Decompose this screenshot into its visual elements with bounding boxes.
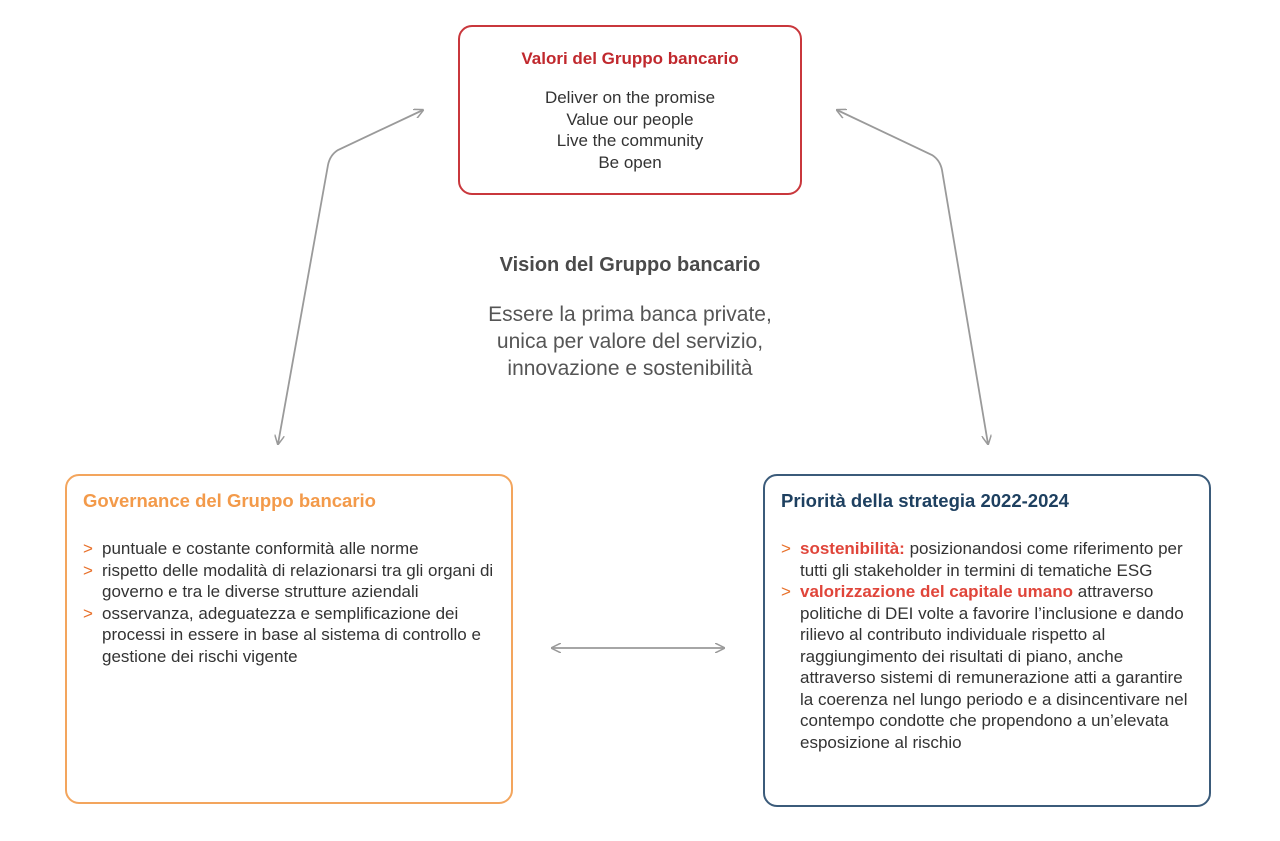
bullet-chevron-icon: > [83,539,93,558]
governance-item: > osservanza, adeguatezza e semplificazione dei processi in essere in base al sistema di controllo e gestione dei rischi vigente [83,603,481,666]
strategia-box [763,474,1211,807]
vision-text [380,301,880,382]
valori-list [460,87,800,173]
vision-line: Essere la prima banca private, [488,303,772,326]
bullet-chevron-icon: > [781,582,791,601]
strategia-item: > sostenibilità: posizionandosi come riferimento per tutti gli stakeholder in termini di tematiche ESG [781,539,1183,580]
vision-block [380,254,880,382]
strategia-highlight: sostenibilità: [800,539,905,558]
valori-title: Valori del Gruppo bancario [521,49,739,68]
strategia-item: > valorizzazione del capitale umano attraverso politiche di DEI volte a favorire l’inclusione e dando rilievo al contributo individuale rispetto al raggiungimento dei risultati di piano, anche attraverso sistemi di remunerazione atti a garantire la coerenza nel lungo periodo e a disincentivare nel contempo condotte che propendono a un’elevata esposizione al rischio [781,582,1188,752]
valori-item: Live the community [556,131,704,150]
valori-item: Deliver on the promise [544,88,716,107]
vision-line: innovazione e sostenibilità [507,357,753,380]
strategia-title: Priorità della strategia 2022-2024 [781,490,1069,511]
governance-title: Governance del Gruppo bancario [83,490,376,511]
bullet-chevron-icon: > [83,560,93,580]
strategia-list [781,538,1197,753]
strategia-highlight: valorizzazione del capitale umano [800,582,1074,601]
governance-list [83,538,499,667]
governance-item: > puntuale e costante conformità alle norme [83,539,419,558]
bullet-chevron-icon: > [83,603,93,623]
bullet-chevron-icon: > [781,539,791,558]
vision-title: Vision del Gruppo bancario [499,254,761,276]
valori-item: Be open [598,152,662,172]
valori-box [458,25,802,195]
vision-line: unica per valore del servizio, [496,330,764,353]
governance-item: > rispetto delle modalità di relazionarsi tra gli organi di governo e tra le diverse strutture aziendali [83,560,494,601]
governance-box [65,474,513,804]
valori-item: Value our people [566,109,694,129]
